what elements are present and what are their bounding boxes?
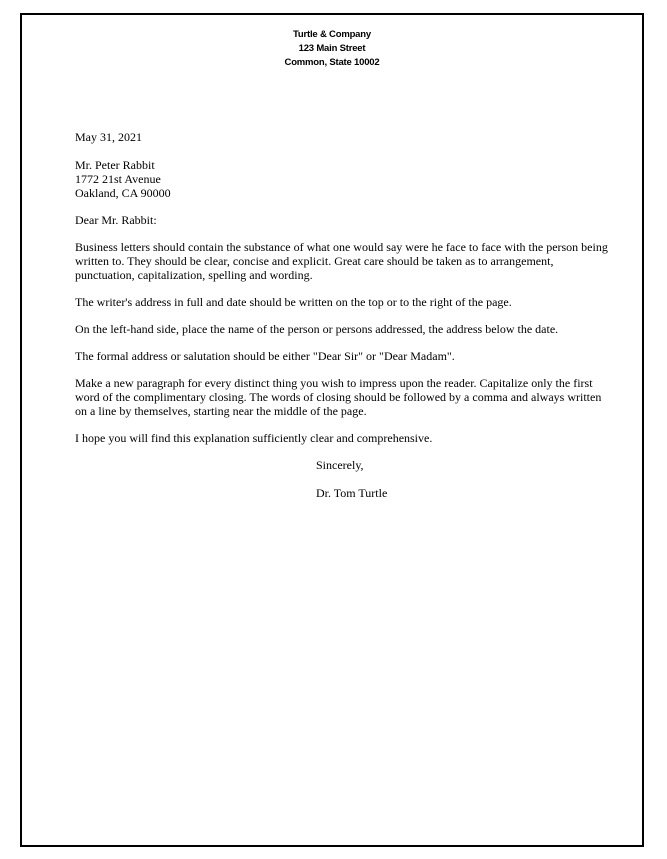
recipient-street: 1772 21st Avenue xyxy=(75,172,161,186)
letter-body xyxy=(75,130,610,500)
company-name: Turtle & Company xyxy=(293,29,371,40)
recipient-city-state-zip: Oakland, CA 90000 xyxy=(75,186,171,200)
paragraph: Business letters should contain the substance of what one would say were he face to face with the person being written to. They should be clear, concise and explicit. Great care should be taken as to arrangement, punctuation, capitalization, spelling and wording. xyxy=(75,240,608,282)
company-city-state-zip: Common, State 10002 xyxy=(284,57,380,68)
paragraph: Make a new paragraph for every distinct thing you wish to impress upon the reader. Capitalize only the first word of the complimentary closing. The words of closing should be followed by a comma and always written on a line by themselves, starting near the middle of the page. xyxy=(75,376,602,418)
letterhead xyxy=(22,28,642,70)
letter-date: May 31, 2021 xyxy=(75,130,142,144)
company-street: 123 Main Street xyxy=(298,43,366,54)
paragraph: On the left-hand side, place the name of the person or persons addressed, the address below the date. xyxy=(75,322,559,336)
recipient-address xyxy=(75,158,610,200)
signature-name: Dr. Tom Turtle xyxy=(316,486,388,500)
salutation: Dear Mr. Rabbit: xyxy=(75,213,157,227)
recipient-name: Mr. Peter Rabbit xyxy=(75,158,155,172)
paragraph: The formal address or salutation should be either "Dear Sir" or "Dear Madam". xyxy=(75,349,455,363)
letter-page xyxy=(20,13,644,847)
closing-block xyxy=(75,458,610,500)
paragraph: I hope you will find this explanation sufficiently clear and comprehensive. xyxy=(75,431,433,445)
paragraph: The writer's address in full and date should be written on the top or to the right of the page. xyxy=(75,295,512,309)
complimentary-closing: Sincerely, xyxy=(316,458,364,472)
